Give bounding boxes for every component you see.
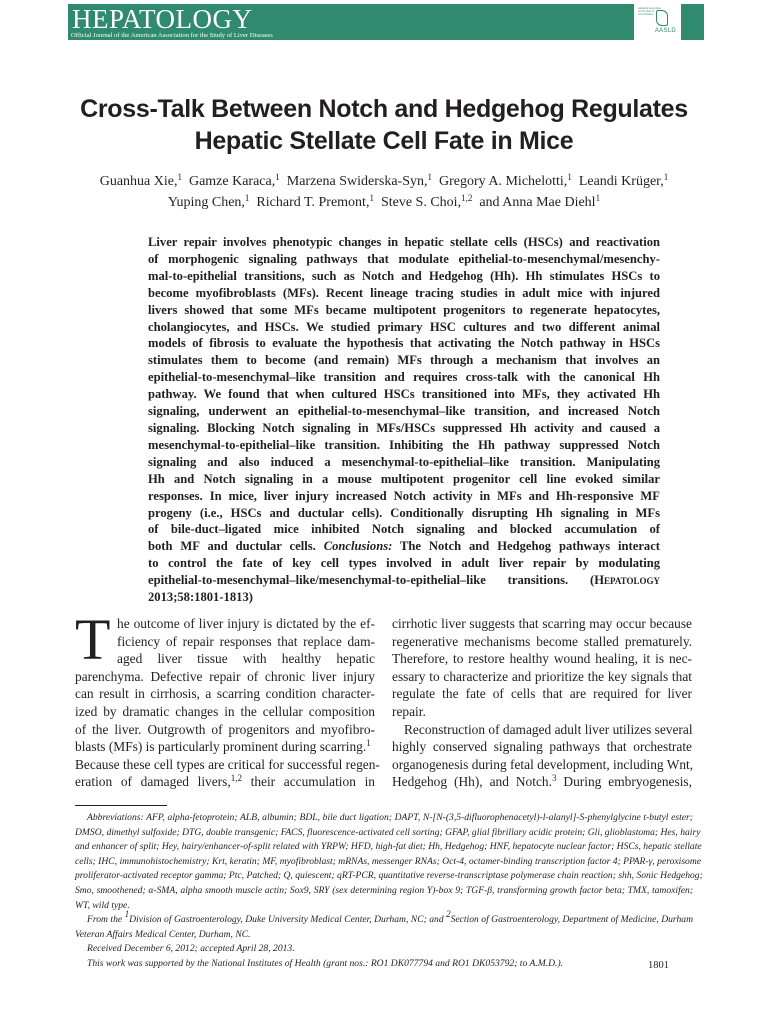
footnotes <box>75 811 703 972</box>
funding-note: This work was supported by the National Institutes of Health (grant nos.: RO1 DK077794 and RO1 DK053792; to A.M.D.). <box>87 957 564 969</box>
author-line-1: Guanhua Xie,$^1$ Gamze Karaca,$^1$ Marzena Swiderska-Syn,$^1$ Gregory A. Michelotti,$^1$ Leandi Krüger,$^1$ <box>99 172 669 189</box>
body-line: essary to characterize and prioritize the key signals that <box>392 668 692 684</box>
abstract <box>148 234 660 606</box>
abstract-line: signaling, underwent an epithelial-to-mesenchymal–like transition, and increased Notch <box>148 404 660 419</box>
journal-subtitle: Official Journal of the American Association for the Study of Liver Diseases <box>71 32 273 39</box>
aasld-logo <box>633 4 682 40</box>
body-line: repair. <box>392 703 426 719</box>
body-line: parenchyma. Defective repair of chronic liver injury <box>75 668 375 684</box>
abstract-line: signaling and also induced a mesenchymal-to-epithelial–like transition. Manipulating <box>148 454 660 469</box>
body-line: regulate the fate of cells that are required for liver <box>392 686 692 702</box>
abstract-line: stimulates them to become (and remain) MFs through a mechanism that involves an <box>148 353 660 368</box>
body-line: he outcome of liver injury is dictated by the ef- <box>117 616 375 631</box>
body-line: Therefore, to restore healthy wound healing, it is nec- <box>392 651 692 667</box>
body-line: of the liver. Outgrowth of progenitors and myofibro- <box>75 721 375 737</box>
body-line: blasts (MFs) is particularly prominent during scarring.$^1$ <box>75 738 371 755</box>
abstract-line: epithelial-to-mesenchymal–like/mesenchymal-to-epithelial–like transitions. (Hepatology <box>148 573 660 588</box>
abstract-line: Hh and Notch signaling in a mouse multipotent progenitor cell line evoked similar <box>148 471 660 486</box>
abbreviations-line: WT, wild type. <box>75 899 130 911</box>
body-column-right <box>392 615 692 791</box>
abstract-line: cholangiocytes, and HSCs. We studied primary HSC cultures and two different animal <box>148 319 660 334</box>
body-line: regenerative mechanisms become stalled prematurely. <box>392 633 692 649</box>
body-line: eration of damaged livers,$^{1,2}$ their accumulation in <box>75 773 375 790</box>
received-dates: Received December 6, 2012; accepted April 28, 2013. <box>87 943 295 955</box>
body-line: cirrhotic liver suggests that scarring may occur because <box>392 616 692 631</box>
abbreviations-line: Smo, smoothened; α-SMA, alpha smooth muscle actin; Sox9, SRY (sex determining region Y)-box 9; TGF-β, transforming growth factor beta; TMX, tamoxifen; <box>75 884 693 896</box>
affiliation-line: From the $^1$Division of Gastroenterology, Duke University Medical Center, Durham, NC; and $^2$Section of Gastroenterology, Department of Medicine, Durham <box>87 909 694 926</box>
author-list <box>60 171 708 213</box>
abstract-line: of bile-duct–ligated mice inhibited Notch signaling and blocked accumulation of <box>148 522 660 537</box>
abstract-line: both MF and ductular cells. Conclusions: The Notch and Hedgehog pathways interact <box>148 539 660 554</box>
aasld-logo-text: AASLD <box>654 28 676 34</box>
abstract-line: mesenchymal-to-epithelial–like transition. Inhibiting the Hh pathway suppressed Notch <box>148 437 660 452</box>
abstract-line: mal-to-epithelial transitions, such as Notch and Hedgehog (Hh). Hh stimulates HSCs to <box>148 268 660 283</box>
abbreviations-line: Abbreviations: AFP, alpha-fetoprotein; ALB, albumin; BDL, bile duct ligation; DAPT, N-[N-(3,5-difluorophenacetyl)-l-alanyl]-S-phenylglycine t-butyl ester; <box>87 812 693 823</box>
body-line: Hedgehog (Hh), and Notch.$^3$ During embryogenesis, <box>392 773 692 790</box>
abstract-line: become myofibroblasts (MFs). Recent lineage tracing studies in adult mice with injured <box>148 285 660 300</box>
abstract-line: progeny (i.e., HSCs and ductular cells). Conditionally disrupting Hh signaling in MFs <box>148 505 660 520</box>
aasld-logo-lines: American Association for the Study of Liver Diseases <box>638 7 661 16</box>
page-number: 1801 <box>648 960 669 971</box>
abstract-line: pathway. We found that when cultured HSCs transitioned into MFs, they activated Hh <box>148 387 660 402</box>
aasld-leaf-icon <box>656 10 668 26</box>
author-line-2: Yuping Chen,$^1$ Richard T. Premont,$^1$ Steve S. Choi,$^{1,2}$ and Anna Mae Diehl$^1$ <box>167 193 601 210</box>
abstract-line: signaling. Blocking Notch signaling in MFs/HSCs suppressed Hh activity and caused a <box>148 420 660 435</box>
body-line: aged liver tissue with healthy hepatic <box>117 651 375 667</box>
journal-name: HEPATOLOGY <box>72 4 253 34</box>
abstract-line: responses. In mice, liver injury increased Notch activity in MFs and Hh-responsive MF <box>148 488 660 503</box>
article-title: Cross-Talk Between Notch and Hedgehog Regulates Hepatic Stellate Cell Fate in Mice <box>80 95 688 155</box>
abstract-citation: 2013;58:1801-1813) <box>148 590 253 605</box>
citation-journal: Hepatology <box>594 573 660 588</box>
abstract-line: Liver repair involves phenotypic changes in hepatic stellate cells (HSCs) and reactivation <box>148 235 660 249</box>
abstract-line: models of fibrosis to evaluate the hypothesis that activating the Notch pathway in HSCs <box>148 336 660 351</box>
journal-banner <box>68 4 658 40</box>
body-line: Reconstruction of damaged adult liver utilizes several <box>404 721 693 737</box>
masthead-tail <box>681 4 704 40</box>
body-line: can result in cirrhosis, a scarring condition character- <box>75 686 375 702</box>
body-line: ized by dramatic changes in the cellular composition <box>75 703 375 719</box>
journal-masthead <box>68 4 704 40</box>
conclusions-label: Conclusions: <box>323 539 393 554</box>
body-line: organogenesis during fetal development, including Wnt, <box>392 756 694 772</box>
body-line: ficiency of repair responses that replace dam- <box>117 633 375 649</box>
body-column-left <box>75 615 380 791</box>
abbreviations-line: proliferator-activated receptor gamma; Ptc, Patched; Q, quiescent; qRT-PCR, quantitative reverse-transcriptase polymerase chain reaction; shh, Sonic Hedgehog; <box>75 870 703 882</box>
body-line: highly conserved signaling pathways that orchestrate <box>392 739 692 755</box>
drop-cap: T <box>75 607 111 672</box>
affiliation-line: Veteran Affairs Medical Center, Durham, NC. <box>75 928 251 940</box>
abstract-line: epithelial-to-mesenchymal–like transition and requires cross-talk with the canonical Hh <box>148 370 660 385</box>
body-line: Because these cell types are critical for successful regen- <box>75 756 380 772</box>
abbreviations-line: DMSO, dimethyl sulfoxide; DTG, double transgenic; FACS, fluorescence-activated cell sorting; GFAP, glial fibrillary acidic protein; Gli, glioblastoma; Hes, hairy <box>75 826 701 838</box>
abbreviations-line: cells; IHC, immunohistochemistry; Krt, keratin; MF, myofibroblast; mRNAs, messenger RNAs; Oct-4, octamer-binding transcription factor 4; PPAR-γ, peroxisome <box>75 855 702 867</box>
abstract-line: of morphogenic signaling pathways that modulate epithelial-to-mesenchymal/mesenchy- <box>148 251 660 266</box>
abbreviations-line: and enhancer of split; Hey, hairy/enhancer-of-split related with YRPW; HFD, high-fat diet; Hh, Hedgehog; HNF, hepatocyte nuclear factor; HSCs, hepatic stellate <box>75 841 702 853</box>
abstract-line: to control the fate of key cell types involved in adult liver repair by modulating <box>148 556 660 571</box>
abstract-line: livers showed that some MFs became multipotent progenitors to regenerate hepatocytes, <box>148 302 660 317</box>
footnote-rule <box>75 805 167 806</box>
